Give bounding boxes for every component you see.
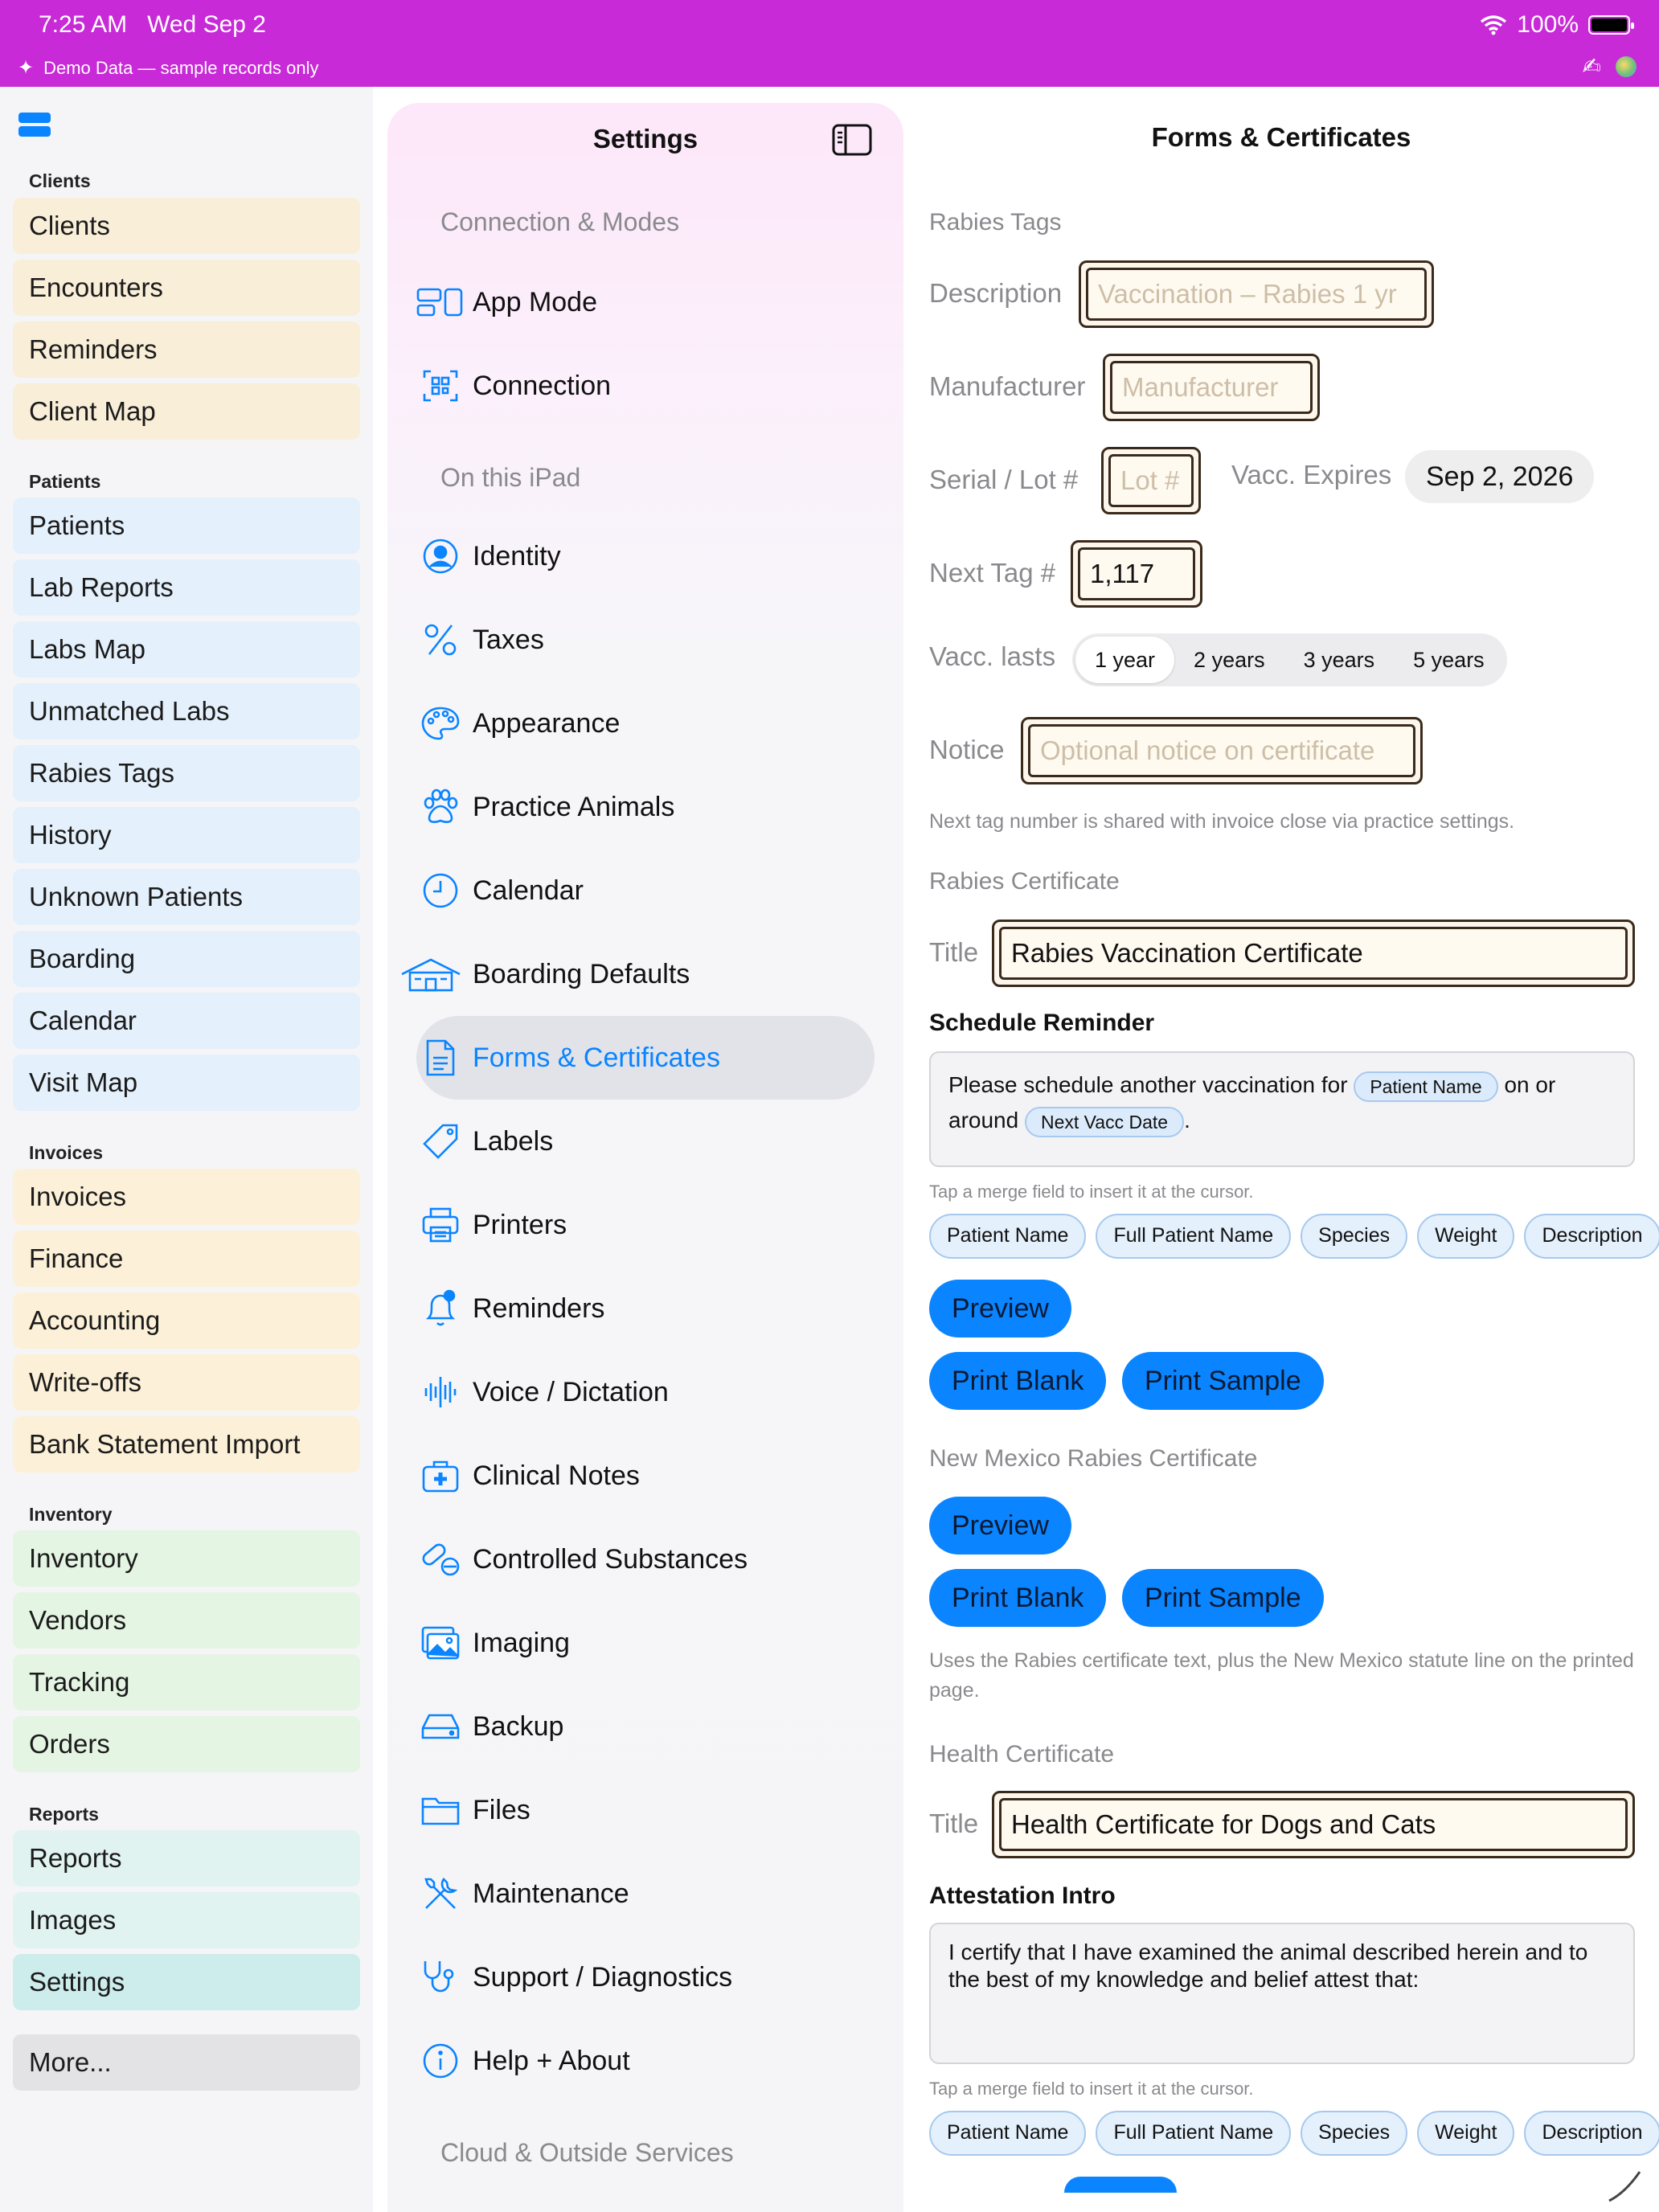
- chip-weight[interactable]: Weight: [1417, 1214, 1514, 1259]
- nm-print-blank-button[interactable]: Print Blank: [929, 1569, 1106, 1627]
- settings-item-label: Imaging: [473, 1627, 570, 1658]
- photos-icon: [416, 1619, 465, 1667]
- section-rabies-tags: Rabies Tags: [929, 209, 1062, 236]
- settings-group-cloud: Cloud & Outside Services: [440, 2138, 734, 2167]
- settings-item-imaging[interactable]: [416, 1601, 875, 1685]
- segment-3-years[interactable]: 3 years: [1303, 647, 1375, 672]
- next-tag-footnote: Next tag number is shared with invoice close via practice settings.: [929, 810, 1515, 833]
- segment-2-years[interactable]: 2 years: [1194, 647, 1265, 672]
- sidebar-item-write-offs[interactable]: Write-offs: [13, 1354, 360, 1411]
- vacc-lasts-segmented-control: [1072, 633, 1507, 686]
- settings-item-label: Boarding Defaults: [473, 958, 690, 989]
- medical-bag-icon: [416, 1452, 465, 1500]
- pencil-scribble-icon[interactable]: [1606, 2167, 1643, 2204]
- battery-icon: [1588, 15, 1630, 35]
- rabies-title-field[interactable]: [992, 920, 1635, 987]
- manufacturer-input[interactable]: Manufacturer: [1110, 361, 1313, 414]
- folder-icon: [416, 1786, 465, 1834]
- notice-input[interactable]: Optional notice on certificate: [1028, 724, 1415, 777]
- settings-group-connection: Connection & Modes: [440, 207, 680, 236]
- settings-item-voice-dictation[interactable]: [416, 1350, 875, 1434]
- sidebar-item-unmatched-labs[interactable]: Unmatched Labs: [13, 683, 360, 739]
- sidebar-item-boarding[interactable]: Boarding: [13, 931, 360, 987]
- chip-patient-name[interactable]: Patient Name: [929, 2111, 1086, 2156]
- section-nm-rabies-certificate: New Mexico Rabies Certificate: [929, 1445, 1258, 1472]
- sidebar-item-rabies-tags[interactable]: Rabies Tags: [13, 745, 360, 801]
- sidebar-item-images[interactable]: Images: [13, 1892, 360, 1948]
- sidebar-item-calendar[interactable]: Calendar: [13, 993, 360, 1049]
- reminder-text: Please schedule another vaccination for: [948, 1072, 1348, 1097]
- chip-description[interactable]: Description: [1524, 2111, 1659, 2156]
- chip-weight[interactable]: Weight: [1417, 2111, 1514, 2156]
- settings-item-maintenance[interactable]: [416, 1852, 875, 1936]
- schedule-reminder-heading: Schedule Reminder: [929, 1010, 1155, 1036]
- chip-species[interactable]: Species: [1301, 1214, 1407, 1259]
- sidebar-item-accounting[interactable]: Accounting: [13, 1292, 360, 1349]
- demo-banner-text: Demo Data — sample records only: [43, 57, 319, 78]
- sidebar-item-unknown-patients[interactable]: Unknown Patients: [13, 869, 360, 925]
- settings-item-label: Identity: [473, 540, 561, 571]
- settings-group-ipad: On this iPad: [440, 463, 581, 492]
- rabies-print-sample-button[interactable]: Print Sample: [1122, 1352, 1324, 1410]
- sidebar-section-invoices: Invoices: [29, 1142, 104, 1163]
- settings-item-support-diagnostics[interactable]: [416, 1936, 875, 2019]
- qr-scan-icon: [416, 362, 465, 410]
- tools-icon: [416, 1870, 465, 1918]
- merge-field-chips: [929, 1214, 1659, 1259]
- sidebar-item-orders[interactable]: Orders: [13, 1716, 360, 1772]
- settings-item-label: Taxes: [473, 624, 544, 655]
- settings-item-identity[interactable]: [416, 514, 875, 598]
- settings-item-taxes[interactable]: [416, 598, 875, 682]
- sidebar-section-inventory: Inventory: [29, 1504, 113, 1525]
- merge-token-patient-name[interactable]: Patient Name: [1354, 1071, 1497, 1102]
- globe-icon[interactable]: [1616, 56, 1636, 77]
- settings-item-label: Labels: [473, 1125, 554, 1157]
- rabies-print-blank-button[interactable]: Print Blank: [929, 1352, 1106, 1410]
- segment-5-years[interactable]: 5 years: [1413, 647, 1485, 672]
- partial-button[interactable]: [1064, 2177, 1177, 2193]
- nm-preview-button[interactable]: Preview: [929, 1497, 1071, 1555]
- bell-badge-icon: [416, 1284, 465, 1333]
- notice-label: Notice: [929, 735, 1005, 764]
- settings-item-reminders[interactable]: [416, 1267, 875, 1350]
- settings-item-app-mode[interactable]: [416, 260, 875, 344]
- settings-item-backup[interactable]: [416, 1685, 875, 1768]
- settings-item-label: Controlled Substances: [473, 1543, 748, 1575]
- signature-icon[interactable]: ✍: [1582, 54, 1601, 79]
- palette-icon: [416, 699, 465, 748]
- manufacturer-label: Manufacturer: [929, 371, 1086, 401]
- status-time: 7:25 AM Wed Sep 2: [39, 11, 266, 38]
- settings-item-label: App Mode: [473, 286, 597, 317]
- nm-print-sample-button[interactable]: Print Sample: [1122, 1569, 1324, 1627]
- status-right: [1480, 11, 1630, 39]
- rabies-preview-button[interactable]: Preview: [929, 1280, 1071, 1337]
- rabies-title-input[interactable]: Rabies Vaccination Certificate: [999, 927, 1628, 980]
- percent-icon: [416, 616, 465, 664]
- banner-right-icons: [1583, 53, 1636, 80]
- chip-patient-name[interactable]: Patient Name: [929, 1214, 1086, 1259]
- section-rabies-certificate: Rabies Certificate: [929, 868, 1120, 895]
- serial-lot-label: Serial / Lot #: [929, 465, 1079, 494]
- settings-item-labels[interactable]: [416, 1100, 875, 1183]
- vacc-expires-label: Vacc. Expires: [1231, 460, 1392, 490]
- settings-item-connection[interactable]: [416, 344, 875, 428]
- settings-item-label: Support / Diagnostics: [473, 1961, 733, 1993]
- merge-hint: Tap a merge field to insert it at the cursor.: [929, 1182, 1254, 1202]
- clock-icon: [416, 866, 465, 915]
- status-bar: [0, 0, 1659, 87]
- schedule-reminder-textbox[interactable]: [929, 1051, 1635, 1167]
- settings-item-label: Connection: [473, 370, 612, 401]
- description-label: Description: [929, 278, 1063, 308]
- sidebar-item-client-map[interactable]: Client Map: [13, 383, 360, 440]
- merge-hint-health: Tap a merge field to insert it at the cursor.: [929, 2079, 1254, 2099]
- reminder-text: on or around: [948, 1072, 1556, 1133]
- chip-description[interactable]: Description: [1524, 1214, 1659, 1259]
- sidebar-item-encounters[interactable]: Encounters: [13, 260, 360, 316]
- notice-field[interactable]: [1021, 717, 1423, 784]
- reminder-text: .: [1184, 1108, 1190, 1133]
- sidebar-item-invoices[interactable]: Invoices: [13, 1169, 360, 1225]
- segment-1-year[interactable]: 1 year: [1075, 637, 1174, 683]
- sidebar-item-reports[interactable]: Reports: [13, 1830, 360, 1886]
- vacc-lasts-label: Vacc. lasts: [929, 641, 1056, 671]
- serial-lot-input[interactable]: Lot #: [1108, 454, 1194, 507]
- settings-item-help-about[interactable]: [416, 2019, 875, 2103]
- wifi-icon: [1480, 14, 1507, 35]
- house-icon: [397, 950, 465, 998]
- detail-title: Forms & Certificates: [1151, 122, 1411, 152]
- sidebar-item-reminders[interactable]: Reminders: [13, 322, 360, 378]
- settings-item-controlled-substances[interactable]: [416, 1518, 875, 1601]
- chip-species[interactable]: Species: [1301, 2111, 1407, 2156]
- attestation-intro-heading: Attestation Intro: [929, 1882, 1116, 1909]
- sidebar-section-clients: Clients: [29, 170, 91, 191]
- next-tag-input[interactable]: 1,117: [1078, 547, 1195, 600]
- vacc-expires-date-picker[interactable]: Sep 2, 2026: [1405, 450, 1594, 503]
- nm-footnote: Uses the Rabies certificate text, plus the New Mexico statute line on the printed page.: [929, 1649, 1634, 1702]
- sidebar-item-tracking[interactable]: Tracking: [13, 1654, 360, 1710]
- description-field[interactable]: [1079, 260, 1434, 328]
- sidebar-item-finance[interactable]: Finance: [13, 1231, 360, 1287]
- chip-full-patient-name[interactable]: Full Patient Name: [1096, 2111, 1291, 2156]
- app-mode-icon: [416, 278, 465, 326]
- sidebar-item-lab-reports[interactable]: Lab Reports: [13, 559, 360, 616]
- settings-item-practice-animals[interactable]: [416, 765, 875, 849]
- sidebar-toggle-icon[interactable]: [832, 124, 872, 156]
- detail-pane: [903, 87, 1659, 2212]
- tag-icon: [416, 1117, 465, 1165]
- sidebar: [0, 87, 373, 2212]
- settings-item-boarding-defaults[interactable]: [416, 932, 875, 1016]
- sidebar-app-icon[interactable]: [18, 111, 51, 138]
- settings-item-appearance[interactable]: [416, 682, 875, 765]
- settings-item-files[interactable]: [416, 1768, 875, 1852]
- settings-item-label: Practice Animals: [473, 791, 675, 822]
- serial-lot-field[interactable]: [1101, 447, 1201, 514]
- info-circle-icon: [416, 2037, 465, 2085]
- drive-icon: [416, 1702, 465, 1751]
- document-icon: [416, 1034, 465, 1082]
- attestation-intro-textbox[interactable]: I certify that I have examined the animal described herein and to the best of my knowledge and belief attest that:: [929, 1923, 1635, 2064]
- merge-token-next-vacc-date[interactable]: Next Vacc Date: [1025, 1107, 1184, 1137]
- health-title-field[interactable]: [992, 1791, 1635, 1858]
- sparkle-icon: ✦: [18, 57, 35, 79]
- section-health-certificate: Health Certificate: [929, 1741, 1115, 1768]
- settings-list: [387, 103, 903, 2212]
- person-circle-icon: [416, 532, 465, 580]
- sidebar-item-visit-map[interactable]: Visit Map: [13, 1055, 360, 1111]
- settings-item-forms-certificates[interactable]: [416, 1016, 875, 1100]
- pills-icon: [416, 1535, 465, 1583]
- description-input[interactable]: Vaccination – Rabies 1 yr: [1086, 268, 1427, 321]
- settings-item-label: Reminders: [473, 1292, 605, 1324]
- merge-field-chips-health: [929, 2111, 1659, 2156]
- sidebar-item-clients[interactable]: Clients: [13, 198, 360, 254]
- settings-item-label: Voice / Dictation: [473, 1376, 669, 1407]
- settings-item-label: Clinical Notes: [473, 1460, 640, 1491]
- next-tag-field[interactable]: [1071, 540, 1202, 608]
- chip-full-patient-name[interactable]: Full Patient Name: [1096, 1214, 1291, 1259]
- waveform-icon: [416, 1368, 465, 1416]
- sidebar-item-more[interactable]: More...: [13, 2034, 360, 2091]
- settings-item-label: Files: [473, 1794, 530, 1825]
- settings-item-printers[interactable]: [416, 1183, 875, 1267]
- battery-percent: 100%: [1517, 11, 1579, 38]
- settings-item-calendar[interactable]: [416, 849, 875, 932]
- settings-item-label: Appearance: [473, 707, 621, 739]
- demo-banner: [18, 56, 318, 80]
- next-tag-label: Next Tag #: [929, 558, 1056, 588]
- sidebar-item-settings[interactable]: Settings: [13, 1954, 360, 2010]
- settings-item-label: Maintenance: [473, 1878, 629, 1909]
- printer-icon: [416, 1201, 465, 1249]
- sidebar-item-bank-statement-import[interactable]: Bank Statement Import: [13, 1416, 360, 1473]
- stethoscope-icon: [416, 1953, 465, 2001]
- sidebar-item-history[interactable]: History: [13, 807, 360, 863]
- settings-title: Settings: [592, 124, 698, 154]
- health-title-input[interactable]: Health Certificate for Dogs and Cats: [999, 1798, 1628, 1851]
- rabies-title-label: Title: [929, 937, 979, 967]
- sidebar-section-patients: Patients: [29, 471, 101, 492]
- health-title-label: Title: [929, 1809, 979, 1838]
- sidebar-item-vendors[interactable]: Vendors: [13, 1592, 360, 1649]
- sidebar-item-labs-map[interactable]: Labs Map: [13, 621, 360, 678]
- settings-item-label: Calendar: [473, 875, 584, 906]
- settings-item-label: Backup: [473, 1710, 564, 1742]
- sidebar-section-reports: Reports: [29, 1804, 99, 1825]
- settings-item-label: Forms & Certificates: [473, 1042, 720, 1073]
- settings-item-label: Printers: [473, 1209, 567, 1240]
- sidebar-item-patients[interactable]: Patients: [13, 498, 360, 554]
- paw-icon: [416, 783, 465, 831]
- manufacturer-field[interactable]: [1103, 354, 1320, 421]
- settings-item-clinical-notes[interactable]: [416, 1434, 875, 1518]
- settings-item-label: Help + About: [473, 2045, 630, 2076]
- sidebar-item-inventory[interactable]: Inventory: [13, 1530, 360, 1587]
